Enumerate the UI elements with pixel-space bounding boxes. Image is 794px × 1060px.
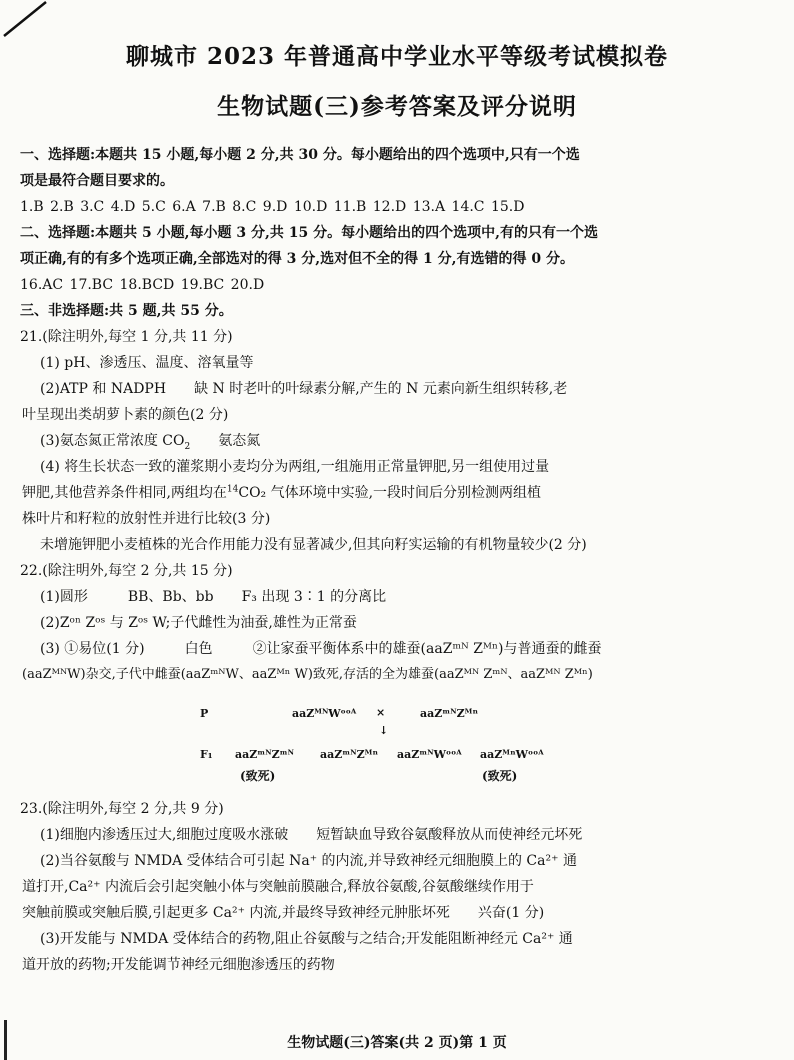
document-subtitle: 生物试题(三)参考答案及评分说明: [217, 93, 577, 120]
q23-answer-2-line3-right: 兴奋(1 分): [477, 905, 545, 921]
document-title: 聊城市 2023 年普通高中学业水平等级考试模拟卷: [125, 43, 669, 70]
q21-answer-4-line1: (4) 将生长状态一致的灌浆期小麦均分为两组,一组施用正常量钾肥,另一组使用过量: [40, 459, 550, 475]
page-footer: 生物试题(三)答案(共 2 页)第 1 页: [287, 1035, 507, 1051]
q23-answer-2-line3-left: 突触前膜或突触后膜,引起更多 Ca²⁺ 内流,并最终导致神经元肿胀坏死: [22, 905, 450, 921]
q22-answer-2: (2)Zᵒⁿ Zᵒˢ 与 Zᵒˢ W;子代雌性为油蚕,雄性为正常蚕: [40, 615, 357, 631]
cross-lethal-1: (致死): [240, 769, 276, 783]
cross-offspring-1: aaZᵐᴺZᵐᴺ: [235, 748, 295, 761]
q23-answer-3-line2: 道开放的药物;开发能调节神经元细胞渗透压的药物: [22, 957, 335, 973]
q22-answer-1-mid: BB、Bb、bb: [127, 589, 214, 605]
section1-answers: 1.B 2.B 3.C 4.D 5.C 6.A 7.B 8.C 9.D 10.D 11.B 12.D 13.A 14.C 15.D: [20, 199, 525, 215]
cross-offspring-2: aaZᵐᴺZᴹⁿ: [320, 748, 379, 761]
cross-p-male: aaZᵐᴺZᴹⁿ: [420, 707, 479, 720]
cross-lethal-2: (致死): [482, 769, 518, 783]
q21-answer-2-right: 缺 N 时老叶的叶绿素分解,产生的 N 元素向新生组织转移,老: [194, 381, 568, 397]
q23-answer-2-line1: (2)当谷氨酸与 NMDA 受体结合可引起 Na⁺ 的内流,并导致神经元细胞膜上的 Ca²⁺ 通: [40, 853, 577, 869]
q23-answer-2-line2: 道打开,Ca²⁺ 内流后会引起突触小体与突触前膜融合,释放谷氨酸,谷氨酸继续作用于: [22, 879, 534, 895]
q21-answer-4-line2-pre: 钾肥,其他营养条件相同,两组均在: [22, 485, 227, 501]
section2-instructions-line1: 二、选择题:本题共 5 小题,每小题 3 分,共 15 分。每小题给出的四个选项中,有的只有一个选: [20, 225, 598, 241]
section1-instructions-line2: 项是最符合题目要求的。: [20, 173, 174, 189]
q23-answer-1-left: (1)细胞内渗透压过大,细胞过度吸水涨破: [40, 827, 289, 843]
q22-answer-1-right: F₃ 出现 3∶1 的分离比: [241, 589, 387, 605]
q21-answer-3: [40, 432, 260, 450]
q22-answer-1-left: (1)圆形: [40, 589, 88, 605]
q21-answer-1: (1) pH、渗透压、温度、溶氧量等: [40, 355, 254, 371]
q21-answer-3-right: 氨态氮: [218, 433, 261, 449]
section3-heading: 三、非选择题:共 5 题,共 55 分。: [20, 303, 233, 319]
q21-header: 21.(除注明外,每空 1 分,共 11 分): [20, 329, 233, 345]
q21-answer-4-line3: 株叶片和籽粒的放射性并进行比较(3 分): [22, 511, 271, 527]
section2-answers: 16.AC 17.BC 18.BCD 19.BC 20.D: [20, 277, 265, 293]
q21-answer-4-line2-sup: 14: [226, 484, 239, 495]
scan-stroke-mark: [0, 0, 50, 40]
q21-answer-2: [40, 380, 567, 398]
q22-answer-3-left: (3) ①易位(1 分): [40, 641, 145, 657]
q23-answer-3-line1: (3)开发能与 NMDA 受体结合的药物,阻止谷氨酸与之结合;开发能阻断神经元 Ca²⁺ 通: [40, 931, 573, 947]
cross-times: ×: [376, 706, 386, 719]
q23-answer-2-line3: [22, 904, 544, 922]
q21-answer-4-line2: [22, 484, 541, 502]
q23-answer-1: [40, 826, 582, 844]
cross-arrow: ↓: [379, 724, 389, 737]
section1-instructions-line1: 一、选择题:本题共 15 小题,每小题 2 分,共 30 分。每小题给出的四个选项中,只有一个选: [20, 147, 580, 163]
section2-instructions-line2: 项正确,有的有多个选项正确,全部选对的得 3 分,选对但不全的得 1 分,有选错的得 0 分。: [20, 251, 574, 267]
cross-f1-label: F₁: [200, 748, 213, 761]
q21-answer-4-line4: 未增施钾肥小麦植株的光合作用能力没有显著减少,但其向籽实运输的有机物量较少(2 分): [40, 537, 587, 553]
q21-answer-2-left: (2)ATP 和 NADPH: [40, 381, 167, 397]
q22-answer-3: [40, 640, 601, 658]
q22-header: 22.(除注明外,每空 2 分,共 15 分): [20, 563, 233, 579]
cross-p-female: aaZᴹᴺWᵒᵒᴬ: [292, 707, 357, 720]
cross-p-label: P: [200, 707, 209, 720]
q23-answer-1-right: 短暂缺血导致谷氨酸释放从而使神经元坏死: [316, 827, 583, 843]
q21-answer-4-line2-post: CO₂ 气体环境中实验,一段时间后分别检测两组植: [238, 485, 542, 501]
q22-answer-3-right: ②让家蚕平衡体系中的雄蚕(aaZᵐᴺ Zᴹⁿ)与普通蚕的雌蚕: [252, 641, 602, 657]
cross-offspring-4: aaZᴹⁿWᵒᵒᴬ: [480, 748, 544, 761]
cross-offspring-3: aaZᵐᴺWᵒᵒᴬ: [397, 748, 462, 761]
q22-answer-3-cont: (aaZᴹᴺW)杂交,子代中雌蚕(aaZᵐᴺW、aaZᴹⁿ W)致死,存活的全为雄蚕(aaZᴹᴺ Zᵐᴺ、aaZᴹᴺ Zᴹⁿ): [22, 667, 593, 682]
q23-header: 23.(除注明外,每空 2 分,共 9 分): [20, 801, 224, 817]
q22-answer-1: [40, 588, 386, 606]
q22-answer-3-mid: 白色: [184, 641, 213, 657]
q21-answer-3-left: (3)氨态氮正常浓度 CO: [40, 433, 185, 449]
q21-answer-3-sub: 2: [184, 441, 191, 452]
q21-answer-2-cont: 叶呈现出类胡萝卜素的颜色(2 分): [22, 407, 229, 423]
